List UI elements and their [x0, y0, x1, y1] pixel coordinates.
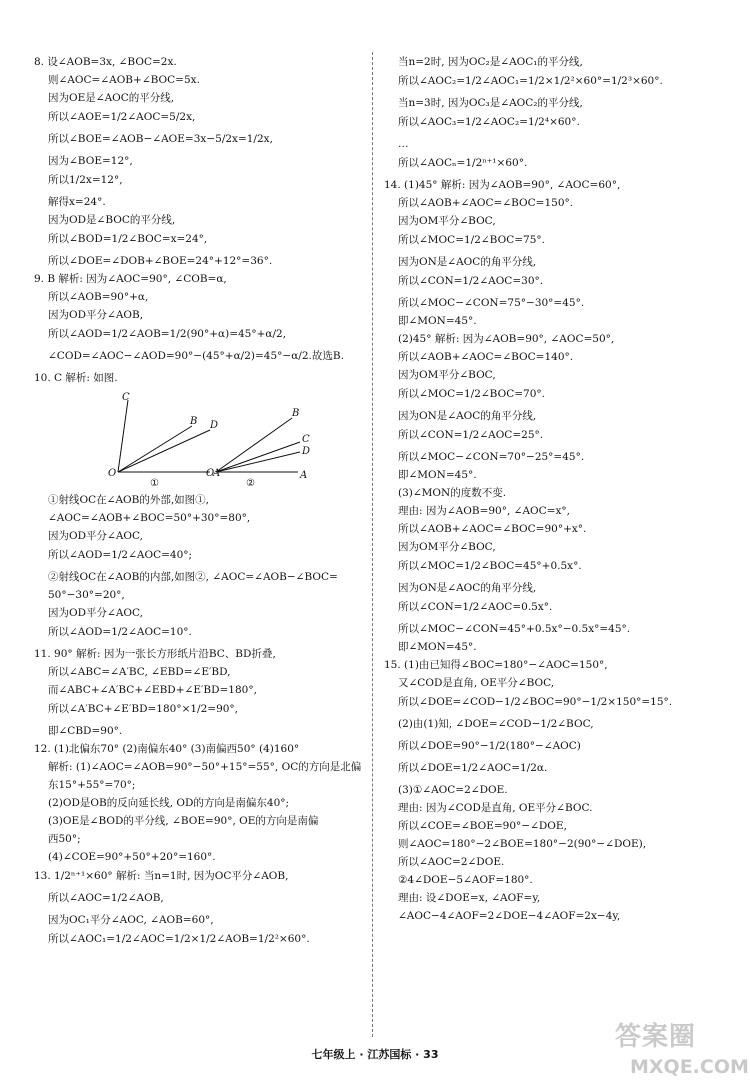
right-line: (3)∠MON的度数不变. — [398, 487, 507, 499]
left-line: 所以∠AOB=90°+α, — [48, 291, 149, 303]
right-line: 所以∠AOB+∠AOC=∠BOC=90°+x°. — [398, 523, 587, 535]
right-line: 因为ON是∠AOC的角平分线, — [398, 410, 537, 422]
left-line: 因为OE是∠AOC的平分线, — [48, 92, 175, 104]
right-line: 所以∠AOC₂=1/2∠AOC₁=1/2×1/2²×60°=1/2³×60°. — [398, 75, 663, 87]
fig2-label-d: D — [302, 446, 311, 457]
left-line: 12. (1)北偏东70° (2)南偏东40° (3)南偏西50° (4)160° — [34, 743, 300, 755]
left-line: 所以∠ABC=∠A′BC, ∠EBD=∠E′BD, — [48, 666, 231, 678]
left-column — [34, 56, 364, 955]
fig1-ray-oc — [118, 400, 128, 472]
left-line: 所以∠DOE=∠DOB+∠BOE=24°+12°=36°. — [48, 255, 273, 267]
right-line: 又∠COD是直角, OE平分∠BOC, — [398, 677, 555, 689]
left-line: ∠AOC=∠AOB+∠BOC=50°+30°=80°, — [48, 512, 251, 524]
left-line: 解析: (1)∠AOC=∠AOB=90°−50°+15°=55°, OC的方向是北偏 — [48, 761, 362, 773]
right-line: 14. (1)45° 解析: 因为∠AOB=90°, ∠AOC=60°, — [384, 179, 621, 191]
fig2-label-o: O — [206, 468, 215, 479]
right-line: 所以∠DOE=90°−1/2(180°−∠AOC) — [398, 740, 581, 752]
left-line: 50°−30°=20°, — [48, 589, 125, 601]
right-line: 所以∠AOC₃=1/2∠AOC₂=1/2⁴×60°. — [398, 116, 580, 128]
right-line: 则∠AOC=180°−2∠BOE=180°−2(90°−∠DOE), — [398, 838, 647, 850]
right-line: ②4∠DOE−5∠AOF=180°. — [398, 874, 533, 886]
right-line: 所以∠CON=1/2∠AOC=30°. — [398, 275, 544, 287]
right-column — [384, 56, 729, 928]
fig1-label-c: C — [122, 392, 130, 403]
left-line: 所以∠AOD=1/2∠AOC=10°. — [48, 626, 192, 638]
left-line: 因为OD平分∠AOB, — [48, 309, 144, 321]
left-line: 所以∠AOC₁=1/2∠AOC=1/2×1/2∠AOB=1/2²×60°. — [48, 933, 310, 945]
right-line: 当n=3时, 因为OC₃是∠AOC₂的平分线, — [398, 97, 583, 109]
fig1-label-d: D — [210, 420, 219, 431]
fig1-ray-od — [118, 430, 210, 472]
right-line: 即∠MON=45°. — [398, 315, 477, 327]
left-line: 因为OD是∠BOC的平分线, — [48, 214, 176, 226]
left-line: 13. 1/2ⁿ⁺¹×60° 解析: 当n=1时, 因为OC平分∠AOB, — [34, 870, 289, 882]
left-line: 因为∠BOE=12°, — [48, 155, 133, 167]
column-divider — [372, 52, 373, 1037]
left-line: 解得x=24°. — [48, 196, 106, 208]
left-line: 所以∠AOD=1/2∠AOC=40°; — [48, 549, 193, 561]
fig2-label-a: A — [300, 470, 308, 481]
watermark-logo: 答案圈 — [615, 1022, 697, 1052]
right-line: 所以∠CON=1/2∠AOC=0.5x°. — [398, 601, 553, 613]
angle-diagrams — [70, 390, 330, 486]
left-line: ①射线OC在∠AOB的外部,如图①, — [48, 494, 210, 506]
right-line: 因为ON是∠AOC的角平分线, — [398, 582, 537, 594]
fig2-label-b: B — [292, 408, 300, 419]
left-line: 所以∠AOE=1/2∠AOC=5/2x, — [48, 111, 196, 123]
left-line: 所以1/2x=12°, — [48, 174, 123, 186]
right-line: 理由: 设∠DOE=x, ∠AOF=y, — [398, 892, 541, 904]
left-line: 则∠AOC=∠AOB+∠BOC=5x. — [48, 74, 200, 86]
left-line: 而∠ABC+∠A′BC+∠EBD+∠E′BD=180°, — [48, 684, 257, 696]
left-line: 西50°; — [48, 833, 81, 845]
right-line: 因为OM平分∠BOC, — [398, 369, 496, 381]
left-line: 8. 设∠AOB=3x, ∠BOC=2x. — [34, 56, 177, 68]
fig2-ray-ob — [216, 418, 292, 472]
left-line: ②射线OC在∠AOB的内部,如图②, ∠AOC=∠AOB−∠BOC= — [48, 571, 338, 583]
left-line: 所以∠BOD=1/2∠BOC=x=24°, — [48, 233, 208, 245]
right-line: 即∠MON=45°. — [398, 469, 477, 481]
right-line: 因为ON是∠AOC的角平分线, — [398, 256, 537, 268]
left-line: 10. C 解析: 如图. — [34, 372, 118, 384]
fig1-label-o: O — [108, 468, 117, 479]
right-line: 所以∠MOC=1/2∠BOC=75°. — [398, 234, 545, 246]
right-line: 所以∠AOB+∠AOC=∠BOC=140°. — [398, 351, 574, 363]
fig1-label-a: A — [213, 468, 221, 479]
right-line: 因为OM平分∠BOC, — [398, 215, 496, 227]
left-line: 东15°+55°=70°; — [48, 779, 136, 791]
right-line: 所以∠AOC=2∠DOE. — [398, 856, 505, 868]
fig2-label-c: C — [302, 434, 310, 445]
left-line: 因为OD平分∠AOC, — [48, 607, 144, 619]
right-line: 所以∠AOB+∠AOC=∠BOC=150°. — [398, 197, 574, 209]
right-line: 所以∠AOCₙ=1/2ⁿ⁺¹×60°. — [398, 157, 528, 169]
right-line: 即∠MON=45°. — [398, 641, 477, 653]
right-line: 所以∠MOC−∠CON=70°−25°=45°. — [398, 451, 585, 463]
left-line: (3)OE是∠BOD的平分线, ∠BOE=90°, OE的方向是南偏 — [48, 815, 319, 827]
left-line: 所以∠AOD=1/2∠AOB=1/2(90°+α)=45°+α/2, — [48, 328, 287, 340]
watermark-url: MXQE.COM — [630, 1056, 749, 1078]
left-line: 即∠CBD=90°. — [48, 725, 123, 737]
fig2-ray-od — [216, 452, 300, 472]
left-line: (4)∠COE=90°+50°+20°=160°. — [48, 851, 216, 863]
right-line: 所以∠MOC−∠CON=75°−30°=45°. — [398, 297, 585, 309]
left-line: 所以∠AOC=1/2∠AOB, — [48, 892, 164, 904]
right-line: (2)由(1)知, ∠DOE=∠COD−1/2∠BOC, — [398, 718, 594, 730]
right-line: 所以∠DOE=1/2∠AOC=1/2α. — [398, 762, 548, 774]
right-line: 所以∠DOE=∠COD−1/2∠BOC=90°−1/2×150°=15°. — [398, 696, 673, 708]
fig2-ray-oc — [216, 442, 300, 472]
right-line: 所以∠MOC−∠CON=45°+0.5x°−0.5x°=45°. — [398, 623, 631, 635]
left-line: 11. 90° 解析: 因为一张长方形纸片沿BC、BD折叠, — [34, 648, 276, 660]
right-line: 所以∠CON=1/2∠AOC=25°. — [398, 429, 544, 441]
left-line: 因为OC₁平分∠AOC, ∠AOB=60°, — [48, 914, 214, 926]
left-line: (2)OD是OB的反向延长线, OD的方向是南偏东40°; — [48, 797, 290, 809]
right-line: 15. (1)由已知得∠BOC=180°−∠AOC=150°, — [384, 659, 608, 671]
right-line: (2)45° 解析: 因为∠AOB=90°, ∠AOC=50°, — [398, 333, 615, 345]
right-line: 所以∠MOC=1/2∠BOC=45°+0.5x°. — [398, 560, 582, 572]
right-line: 理由: 因为∠COD是直角, OE平分∠BOC. — [398, 802, 593, 814]
right-line: 理由: 因为∠AOB=90°, ∠AOC=x°, — [398, 505, 570, 517]
left-line: ∠COD=∠AOC−∠AOD=90°−(45°+α/2)=45°−α/2.故选B. — [48, 350, 344, 362]
right-line: 因为OM平分∠BOC, — [398, 541, 496, 553]
fig1-label-b: B — [190, 416, 198, 427]
right-line: 当n=2时, 因为OC₂是∠AOC₁的平分线, — [398, 56, 583, 68]
right-line: … — [398, 138, 409, 150]
left-line: 所以∠BOE=∠AOB−∠AOE=3x−5/2x=1/2x, — [48, 133, 273, 145]
left-line: 因为OD平分∠AOC, — [48, 530, 144, 542]
figure-1 — [118, 400, 210, 472]
fig1-ray-ob — [118, 426, 192, 472]
right-line: (3)①∠AOC=2∠DOE. — [398, 784, 508, 796]
fig1-caption: ① — [150, 478, 159, 486]
left-line: 所以∠A′BC+∠E′BD=180°×1/2=90°, — [48, 703, 239, 715]
fig2-caption: ② — [246, 478, 255, 486]
right-line: ∠AOC−4∠AOF=2∠DOE−4∠AOF=2x−4y, — [398, 910, 621, 922]
angle-figure — [34, 390, 364, 488]
left-line: 9. B 解析: 因为∠AOC=90°, ∠COB=α, — [34, 273, 227, 285]
right-line: 所以∠COE=∠BOE=90°−∠DOE, — [398, 820, 567, 832]
right-line: 所以∠MOC=1/2∠BOC=70°. — [398, 388, 545, 400]
figure-2 — [216, 418, 300, 472]
page-footer: 七年级上 · 江苏国标 · 33 — [311, 1048, 439, 1061]
